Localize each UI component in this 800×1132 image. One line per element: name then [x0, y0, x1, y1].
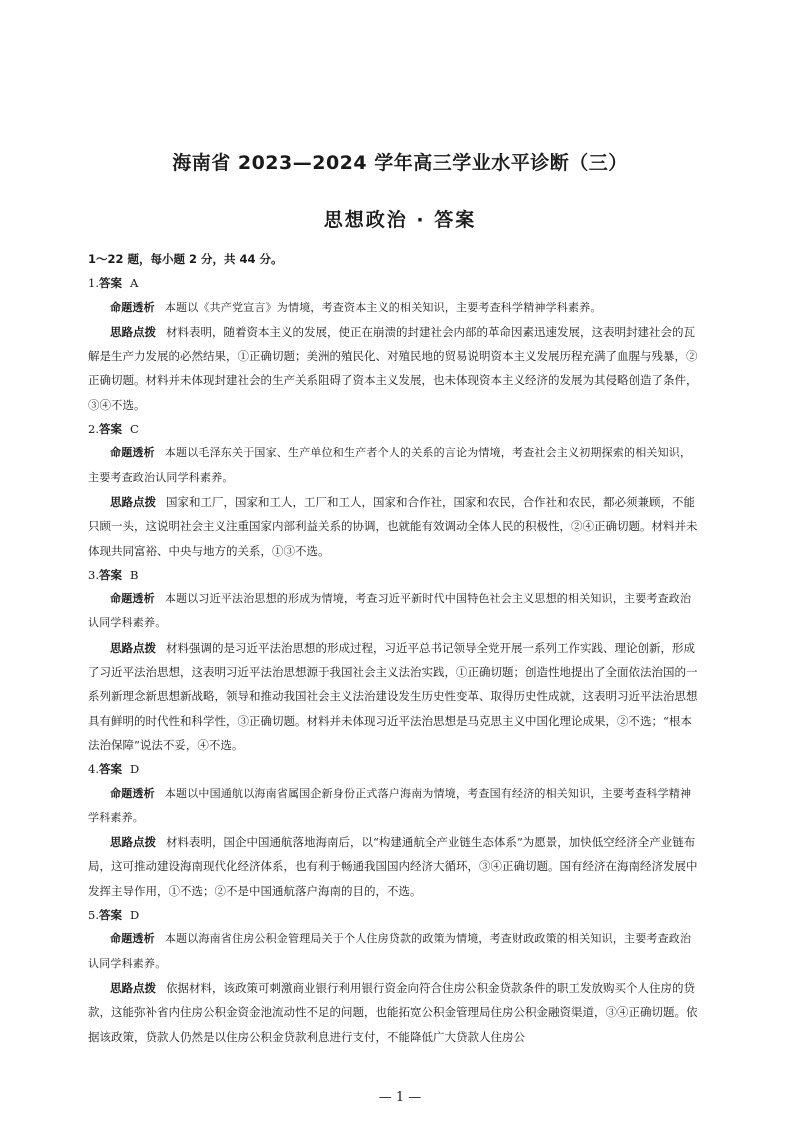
question-block	[88, 903, 700, 1049]
question-heading	[88, 757, 700, 781]
page-number: — 1 —	[378, 1090, 422, 1105]
analysis-paragraph	[88, 927, 700, 976]
question-number: 2.	[88, 422, 99, 437]
analysis-paragraph	[88, 782, 700, 831]
analysis-label: 命题透析	[110, 592, 155, 606]
answer-value: A	[129, 276, 139, 291]
answer-label: 答案	[98, 422, 122, 437]
analysis-label: 命题透析	[110, 932, 155, 946]
hint-text: 材料强调的是习近平法治思想的形成过程，习近平总书记领导全党开展一系列工作实践、理论创新，形成了习近平法治思想，这表明习近平法治思想源于我国社会主义法治实践，①正确切题；创造性地提出了全面依法治国的一系列新理念新思想新战略，领导和推动我国社会主义法治建设发生历史性变革、取得历史性成就，这表明习近平法治思想具有鲜明的时代性和科学性，③正确切题。材料并未体现习近平法治思想是马克思主义中国化理论成果，②不选；“根本法治保障”说法不妥，④不选。	[88, 640, 698, 752]
question-block	[88, 417, 700, 563]
question-heading	[88, 417, 700, 441]
hint-label: 思路点拨	[110, 324, 156, 339]
analysis-paragraph	[88, 296, 700, 320]
question-heading	[88, 271, 700, 295]
answer-value: D	[129, 762, 140, 777]
analysis-paragraph	[88, 441, 700, 490]
hint-paragraph	[88, 636, 700, 757]
question-block	[88, 563, 700, 757]
answer-value: B	[129, 567, 139, 582]
question-block	[88, 271, 700, 417]
hint-label: 思路点拨	[110, 494, 156, 509]
hint-paragraph	[88, 830, 700, 903]
hint-label: 思路点拨	[110, 640, 156, 655]
analysis-paragraph	[88, 587, 700, 636]
answer-label: 答案	[98, 567, 122, 582]
answer-value: D	[129, 908, 140, 923]
analysis-text: 本题以中国通航以海南省属国企新身份正式落户海南为情境，考查国有经济的相关知识，主要考查科学精神学科素养。	[88, 786, 692, 824]
answer-label: 答案	[98, 276, 122, 291]
page-title: 海南省 2023—2024 学年高三学业水平诊断（三）	[172, 152, 628, 174]
hint-paragraph	[88, 320, 700, 417]
question-number: 4.	[88, 762, 99, 777]
intro-line: 1～22 题，每小题 2 分，共 44 分。	[88, 252, 283, 266]
analysis-text: 本题以习近平法治思想的形成为情境，考查习近平新时代中国特色社会主义思想的相关知识，主要考查政治认同学科素养。	[88, 592, 692, 630]
page-subtitle: 思想政治 · 答案	[323, 209, 477, 231]
analysis-label: 命题透析	[110, 786, 155, 800]
question-heading	[88, 903, 700, 927]
hint-label: 思路点拨	[110, 835, 156, 850]
hint-text: 国家和工厂，国家和工人，工厂和工人，国家和合作社，国家和农民，合作社和农民，都必须兼顾，不能只顾一头，这说明社会主义注重国家内部利益关系的协调，也就能有效调动全体人民的积极性，②④正确切题。材料并未体现共同富裕、中央与地方的关系，①③不选。	[88, 494, 698, 558]
analysis-label: 命题透析	[110, 300, 155, 314]
answer-label: 答案	[98, 908, 122, 923]
hint-paragraph	[88, 976, 700, 1049]
analysis-label: 命题透析	[110, 446, 155, 460]
answer-value: C	[129, 422, 139, 437]
question-number: 3.	[88, 567, 99, 582]
hint-label: 思路点拨	[110, 980, 156, 995]
question-number: 1.	[88, 276, 99, 291]
answer-content	[88, 247, 700, 1049]
question-number: 5.	[88, 908, 99, 923]
question-heading	[88, 563, 700, 587]
hint-text: 材料表明，随着资本主义的发展，使正在崩溃的封建社会内部的革命因素迅速发展，这表明封建社会的瓦解是生产力发展的必然结果，①正确切题；美洲的殖民化、对殖民地的贸易说明资本主义发展历程充满了血腥与残暴，②正确切题。材料并未体现封建社会的生产关系阻碍了资本主义发展，也未体现资本主义经济的发展为其侵略创造了条件，③④不选。	[88, 324, 698, 412]
answer-label: 答案	[98, 762, 122, 777]
hint-text: 材料表明，国企中国通航落地海南后，以“构建通航全产业链生态体系”为愿景，加快低空经济全产业链布局，这可推动建设海南现代化经济体系，也有利于畅通我国国内经济大循环，③④正确切题。国有经济在海南经济发展中发挥主导作用，①不选；②不是中国通航落户海南的目的，不选。	[88, 835, 698, 898]
analysis-text: 本题以《共产党宣言》为情境，考查资本主义的相关知识，主要考查科学精神学科素养。	[164, 300, 602, 314]
analysis-text: 本题以毛泽东关于国家、生产单位和生产者个人的关系的言论为情境，考查社会主义初期探索的相关知识，主要考查政治认同学科素养。	[88, 446, 692, 484]
analysis-text: 本题以海南省住房公积金管理局关于个人住房贷款的政策为情境，考查财政政策的相关知识，主要考查政治认同学科素养。	[88, 932, 692, 970]
hint-text: 依据材料，该政策可刺激商业银行利用银行资金向符合住房公积金贷款条件的职工发放购买个人住房的贷款，这能弥补省内住房公积金资金池流动性不足的问题，也能拓宽公积金管理局住房公积金融资渠道，③④正确切题。依据该政策，贷款人仍然是以住房公积金贷款利息进行支付，不能降低广大贷款人住房公	[88, 980, 698, 1044]
hint-paragraph	[88, 490, 700, 563]
question-block	[88, 757, 700, 903]
